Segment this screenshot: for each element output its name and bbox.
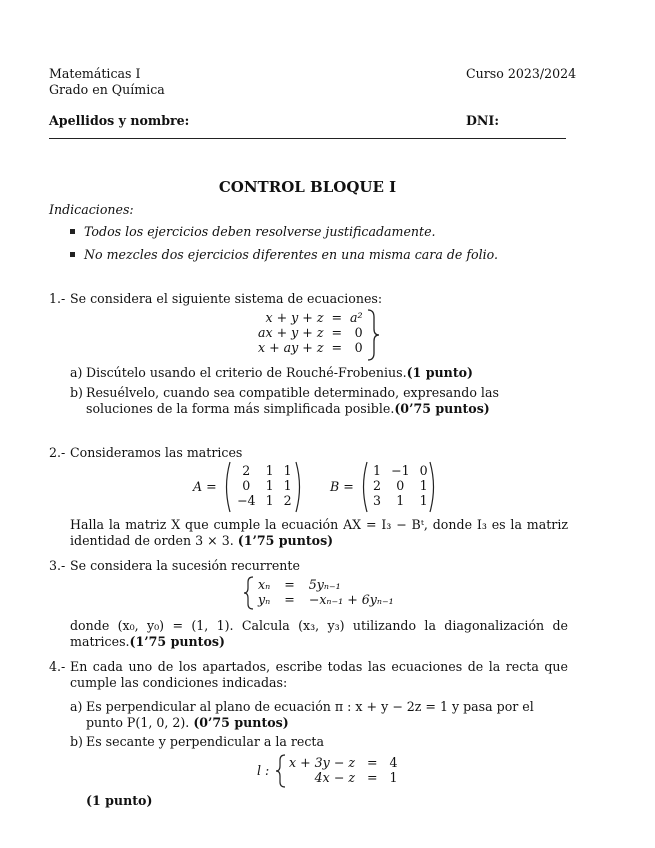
- line-l-equations: x + 3y − z = 4 4x − z = 1: [289, 755, 398, 786]
- indication-item: Todos los ejercicios deben resolverse justificadamente.: [70, 224, 436, 239]
- dni-field-label: DNI:: [466, 113, 499, 128]
- matrix-a: 2 1 1 0 1 1 −4 1 2: [237, 463, 292, 508]
- q4b-text: Es secante y perpendicular a la recta: [86, 734, 325, 749]
- q3-statement: Se considera la sucesión recurrente: [70, 558, 300, 573]
- page-title: CONTROL BLOQUE I: [218, 178, 397, 196]
- q4a-label: a): [70, 699, 83, 714]
- q4b-points: (1 punto): [86, 793, 153, 808]
- q3-recurrence: xₙ = 5yₙ₋₁ yₙ = −xₙ₋₁ + 6yₙ₋₁: [258, 577, 394, 608]
- name-field-label: Apellidos y nombre:: [49, 113, 190, 128]
- bullet-icon: [70, 229, 75, 234]
- bullet-icon: [70, 252, 75, 257]
- header-rule: [49, 138, 566, 139]
- matrix-b-label: B =: [330, 479, 354, 494]
- q4b-label: b): [70, 734, 83, 749]
- q2-statement: Consideramos las matrices: [70, 445, 243, 460]
- line-l-label: l :: [257, 763, 270, 778]
- q3-task: donde (x₀, y₀) = (1, 1). Calcula (x₃, y₃) utilizando la diagonalización de matrices.(1’75 puntos): [70, 618, 568, 649]
- q4-statement: En cada uno de los apartados, escribe todas las ecuaciones de la recta que cumple las condiciones indicadas:: [70, 659, 568, 690]
- q3-number: 3.-: [49, 558, 66, 573]
- q4-number: 4.-: [49, 659, 66, 674]
- q1-statement: Se considera el siguiente sistema de ecuaciones:: [70, 291, 383, 306]
- degree-name: Grado en Química: [49, 82, 165, 97]
- academic-year: Curso 2023/2024: [466, 66, 577, 81]
- matrix-b: 1 −1 0 2 0 1 3 1 1: [373, 463, 428, 508]
- left-paren-icon: [222, 461, 232, 513]
- right-brace-icon: [366, 309, 380, 361]
- right-paren-icon: [294, 461, 304, 513]
- q1b-label: b): [70, 385, 83, 400]
- indications-label: Indicaciones:: [49, 202, 134, 217]
- course-name: Matemáticas I: [49, 66, 141, 81]
- q2-task: Halla la matriz X que cumple la ecuación AX = I₃ − Bᵗ, donde I₃ es la matriz identidad de orden 3 × 3. (1’75 puntos): [70, 517, 568, 548]
- q2-number: 2.-: [49, 445, 66, 460]
- right-paren-icon: [428, 461, 438, 513]
- matrix-a-label: A =: [193, 479, 217, 494]
- q4a-text: Es perpendicular al plano de ecuación π : x + y − 2z = 1 y pasa por el punto P(1, 0, 2). (0’75 puntos): [86, 699, 534, 730]
- q1-number: 1.-: [49, 291, 66, 306]
- q1a-label: a): [70, 365, 83, 380]
- indication-item: No mezcles dos ejercicios diferentes en una misma cara de folio.: [70, 247, 498, 262]
- q1a-text: Discútelo usando el criterio de Rouché-Frobenius.(1 punto): [86, 365, 473, 380]
- q1b-text: Resuélvelo, cuando sea compatible determinado, expresando las soluciones de la forma más simplificada posible.(0’75 puntos): [86, 385, 499, 416]
- q1-system: x + y + z = a² ax + y + z = 0 x + ay + z = 0: [258, 310, 363, 356]
